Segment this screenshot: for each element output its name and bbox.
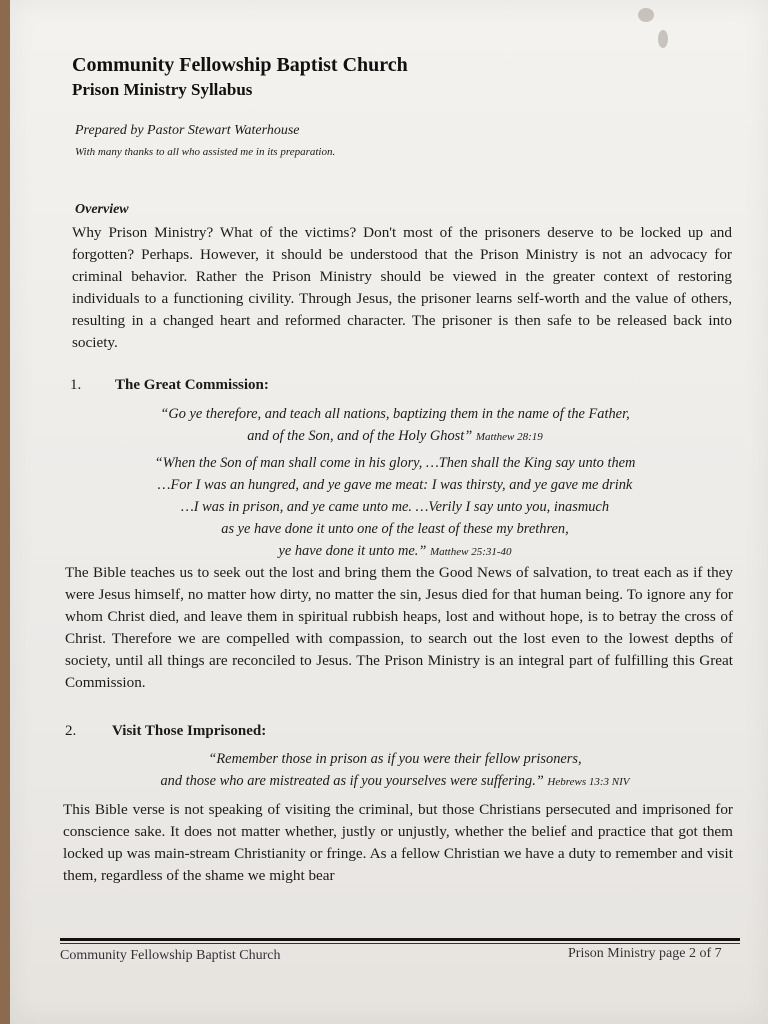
quote-2-line-3: …I was in prison, and ye came unto me. …Verily I say unto you, inasmuch	[180, 499, 610, 515]
quote-2-line-5	[55, 540, 735, 563]
section-1-number: 1.	[70, 377, 82, 393]
quote-2-reference: Matthew 25:31-40	[429, 546, 512, 558]
quote-2-text: ye have done it unto me.”	[278, 543, 427, 559]
quote-2-line-4: as ye have done it unto one of the least of these my brethren,	[221, 521, 569, 537]
footer-rule-thin	[60, 943, 740, 944]
overview-heading: Overview	[75, 202, 129, 217]
quote-3-line-1: “Remember those in prison as if you were their fellow prisoners,	[208, 751, 582, 767]
church-title: Community Fellowship Baptist Church	[72, 54, 408, 76]
paper-stain	[658, 30, 668, 48]
section-1-paragraph: The Bible teaches us to seek out the lost and bring them the Good News of salvation, to treat each as if they were Jesus himself, no matter how dirty, no matter the sin, Jesus died for that human being. To ignore any for whom Christ died, and leave them in spiritual rubbish heaps, lost and without hope, is to betray the cross of Christ. Therefore we are compelled with compassion, to search out the lost even to the lowest depths of society, until all things are reconciled to Jesus. The Prison Ministry is an integral part of fulfilling this Great Commission.	[65, 564, 733, 691]
quote-2-line-2: …For I was an hungred, and ye gave me meat: I was thirsty, and ye gave me drink	[157, 477, 633, 493]
quote-3-line-2	[55, 770, 735, 793]
quote-1-line-1: “Go ye therefore, and teach all nations, baptizing them in the name of the Father,	[160, 406, 630, 422]
acknowledgement: With many thanks to all who assisted me in its preparation.	[75, 146, 336, 158]
section-2-paragraph: This Bible verse is not speaking of visiting the criminal, but those Christians persecuted and imprisoned for conscience sake. It does not matter whether, justly or unjustly, whether the belief and practice that got them locked up was main-stream Christianity or fringe. As a fellow Christian we have a duty to remember and visit them, regardless of the shame we might bear	[63, 801, 733, 884]
syllabus-title: Prison Ministry Syllabus	[72, 80, 253, 99]
paper-stain	[638, 8, 654, 22]
section-2-title: Visit Those Imprisoned:	[112, 723, 267, 739]
quote-3-text: and those who are mistreated as if you yourselves were suffering.”	[160, 773, 544, 789]
prepared-by: Prepared by Pastor Stewart Waterhouse	[75, 123, 300, 138]
section-2-number: 2.	[65, 723, 77, 739]
quote-1-reference: Matthew 28:19	[475, 431, 543, 443]
section-1-title: The Great Commission:	[115, 377, 269, 393]
footer-church-name: Community Fellowship Baptist Church	[60, 948, 281, 963]
overview-paragraph: Why Prison Ministry? What of the victims? Don't most of the prisoners deserve to be locked up and forgotten? Perhaps. However, it should be understood that the Prison Ministry is not an advocacy for criminal behavior. Rather the Prison Ministry should be viewed in the greater context of restoring individuals to a functioning civility. Through Jesus, the prisoner learns self-worth and the value of others, resulting in a changed heart and reformed character. The prisoner is then safe to be released back into society.	[72, 224, 732, 351]
quote-1-line-2	[55, 425, 735, 448]
quote-3-reference: Hebrews 13:3 NIV	[547, 776, 630, 788]
quote-1-text: and of the Son, and of the Holy Ghost”	[247, 428, 473, 444]
footer-page-number: Prison Ministry page 2 of 7	[568, 946, 722, 961]
quote-2-line-1: “When the Son of man shall come in his glory, …Then shall the King say unto them	[154, 455, 636, 471]
footer-rule	[60, 938, 740, 941]
